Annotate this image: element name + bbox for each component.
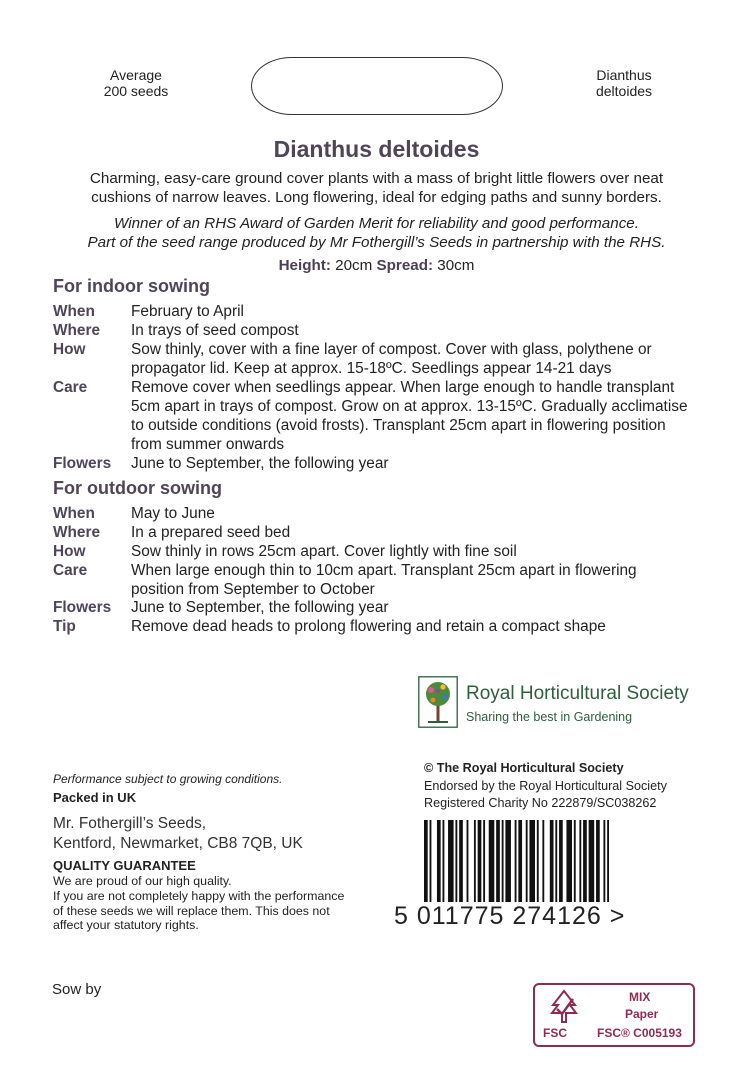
performance-note: Performance subject to growing conditions. <box>53 772 283 786</box>
description: Charming, easy-care ground cover plants with a mass of bright little flowers over neat cushions of narrow leaves. Long flowering, ideal for edging paths and sunny borders. <box>89 170 664 206</box>
barcode-number: 5 011775 274126 > <box>394 902 626 930</box>
fsc-tree-check-icon <box>547 989 581 1025</box>
outdoor-heading: For outdoor sowing <box>53 478 222 498</box>
packed-in: Packed in UK <box>53 790 137 805</box>
guarantee-title: QUALITY GUARANTEE <box>53 858 196 873</box>
fsc-paper: Paper <box>625 1007 659 1021</box>
fsc-logo-text: FSC <box>543 1026 567 1040</box>
rhs-tagline: Sharing the best in Gardening <box>466 710 633 724</box>
guarantee-text: We are proud of our high quality. If you are not completely happy with the performance of these seeds we will replace them. This does not affect your statutory rights. <box>53 874 345 933</box>
dimensions: Height: 20cm Spread: 30cm <box>278 257 475 274</box>
fsc-mix: MIX <box>629 990 651 1004</box>
packet-window <box>251 57 503 115</box>
supplier-address: Mr. Fothergill’s Seeds, Kentford, Newmarket, CB8 7QB, UK <box>53 815 303 852</box>
indoor-heading: For indoor sowing <box>53 276 210 296</box>
fsc-code: FSC® C005193 <box>597 1026 682 1040</box>
rhs-tree-logo-icon <box>418 676 458 728</box>
rhs-copyright: © The Royal Horticultural Society <box>424 761 624 775</box>
rhs-endorsed: Endorsed by the Royal Horticultural Society <box>424 779 667 793</box>
rhs-name: Royal Horticultural Society <box>466 683 689 704</box>
plant-name-top: Dianthus deltoides <box>595 67 653 99</box>
page-title: Dianthus deltoides <box>273 136 480 162</box>
sow-by-label: Sow by <box>52 981 102 998</box>
fsc-mix-label <box>533 983 695 1047</box>
seed-count: Average 200 seeds <box>103 67 169 99</box>
award-text: Winner of an RHS Award of Garden Merit for reliability and good performance. Part of the seed range produced by Mr Fothergill’s Seeds in partnership with the RHS. <box>87 215 666 251</box>
rhs-charity: Registered Charity No 222879/SC038262 <box>424 796 657 810</box>
